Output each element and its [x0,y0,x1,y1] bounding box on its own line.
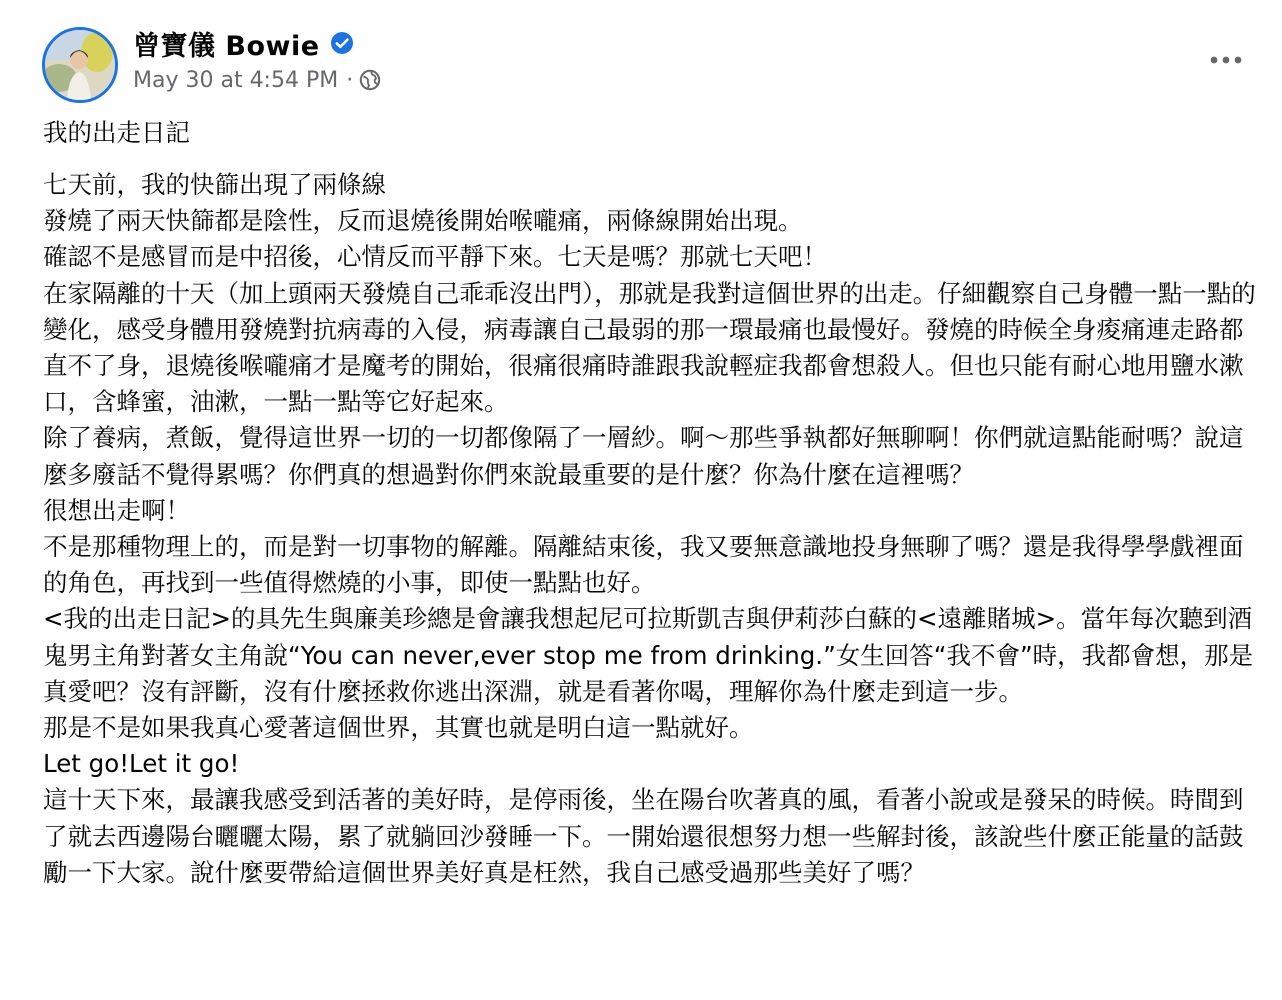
meta-separator: · [346,67,354,93]
post-paragraph: 那是不是如果我真心愛著這個世界，其實也就是明白這一點就好。 [43,713,754,743]
post-paragraph: 很想出走啊！ [43,495,190,525]
author-avatar[interactable] [42,27,118,103]
post-paragraph: 七天前，我的快篩出現了兩條線 [43,170,386,199]
more-options-icon[interactable] [1202,44,1250,76]
post-paragraph: 不是那種物理上的，而是對一切事物的解離。隔離結束後，我又要無意識地投身無聊了嗎？還是我得學學戲裡面的角色，再找到一些值得燃燒的小事，即使一點點也好。 [43,532,1244,598]
post-paragraph: 在家隔離的十天（加上頭兩天發燒自己乖乖沒出門），那就是我對這個世界的出走。仔細觀察自己身體一點一點的變化，感受身體用發燒對抗病毒的入侵，病毒讓自己最弱的那一環最痛也最慢好。發燒的時候全身痠痛連走路都直不了身，退燒後喉嚨痛才是魔考的開始，很痛很痛時誰跟我說輕症我都會想殺人。但也只能有耐心地用鹽水漱口，含蜂蜜，油漱，一點一點等它好起來。 [43,278,1256,417]
post-paragraph: 這十天下來，最讓我感受到活著的美好時，是停雨後，坐在陽台吹著真的風，看著小說或是發呆的時候。時間到了就去西邊陽台曬曬太陽，累了就躺回沙發睡一下。一開始還很想努力想一些解封後，該說些什麼正能量的話鼓勵一下大家。說什麼要帶給這個世界美好真是枉然，我自己感受過那些美好了嗎？ [43,785,1244,887]
post-title: 我的出走日記 [43,118,190,147]
post-header [0,0,1282,112]
post-paragraph: <我的出走日記>的具先生與廉美珍總是會讓我想起尼可拉斯凱吉與伊莉莎白蘇的<遠離賭城>。當年每次聽到酒鬼男主角對著女主角說“You can never,ever stop me from drinking.”女生回答“我不會”時，我都會想，那是真愛吧？沒有評斷，沒有什麼拯救你逃出深淵，就是看著你喝，理解你為什麼走到這一步。 [43,604,1254,706]
post-meta [133,64,381,96]
verified-badge-icon [330,31,354,55]
author-name[interactable]: 曾寶儀 Bowie [133,30,320,62]
avatar-photo [45,30,115,100]
post-timestamp[interactable]: May 30 at 4:54 PM [133,67,339,93]
author-name-row [133,24,354,62]
globe-icon[interactable] [359,69,381,91]
post-paragraph: Let go!Let it go! [43,749,240,779]
post-body [43,113,1263,891]
post-paragraph: 發燒了兩天快篩都是陰性，反而退燒後開始喉嚨痛，兩條線開始出現。 [43,206,803,236]
post-paragraph: 確認不是感冒而是中招後，心情反而平靜下來。七天是嗎？那就七天吧！ [43,242,827,272]
post-paragraph: 除了養病，煮飯，覺得這世界一切的一切都像隔了一層紗。啊～那些爭執都好無聊啊！你們就這點能耐嗎？說這麼多廢話不覺得累嗎？你們真的想過對你們來說最重要的是什麼？你為什麼在這裡嗎？ [43,423,1244,489]
